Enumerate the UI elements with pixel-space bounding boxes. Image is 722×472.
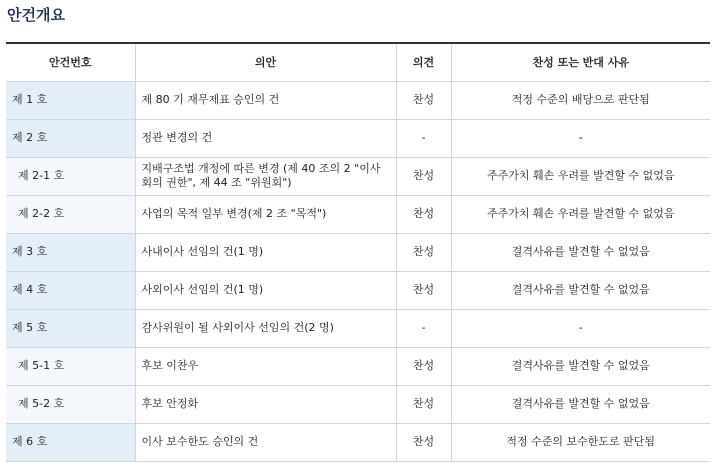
agenda-item-cell: 사외이사 선임의 건(1 명) (135, 271, 396, 309)
opinion-cell: 찬성 (396, 195, 451, 233)
reason-cell: 결격사유를 발견할 수 없었음 (451, 347, 710, 385)
reason-cell: 주주가치 훼손 우려를 발견할 수 없었음 (451, 157, 710, 195)
agenda-item-cell: 이사 보수한도 승인의 건 (135, 423, 396, 461)
agenda-table (6, 42, 710, 462)
reason-cell: 결격사유를 발견할 수 없었음 (451, 385, 710, 423)
agenda-number-cell: 제 6 호 (6, 423, 135, 461)
table-row (6, 195, 710, 233)
agenda-number-cell: 제 5 호 (6, 309, 135, 347)
opinion-cell: 찬성 (396, 423, 451, 461)
opinion-cell: 찬성 (396, 347, 451, 385)
table-row (6, 347, 710, 385)
table-row (6, 81, 710, 119)
table-row (6, 309, 710, 347)
agenda-item-cell: 후보 안정화 (135, 385, 396, 423)
table-row (6, 271, 710, 309)
agenda-number-cell: 제 5-1 호 (6, 347, 135, 385)
agenda-number-cell: 제 2-1 호 (6, 157, 135, 195)
opinion-cell: 찬성 (396, 271, 451, 309)
agenda-number-cell: 제 5-2 호 (6, 385, 135, 423)
table-row (6, 423, 710, 461)
opinion-cell: 찬성 (396, 157, 451, 195)
table-row (6, 157, 710, 195)
agenda-number-cell: 제 2-2 호 (6, 195, 135, 233)
table-header-row (6, 43, 710, 81)
reason-cell: 결격사유를 발견할 수 없었음 (451, 233, 710, 271)
agenda-number-cell: 제 2 호 (6, 119, 135, 157)
reason-cell: - (451, 309, 710, 347)
opinion-cell: 찬성 (396, 385, 451, 423)
agenda-item-cell: 감사위원이 될 사외이사 선임의 건(2 명) (135, 309, 396, 347)
agenda-item-cell: 사업의 목적 일부 변경(제 2 조 "목적") (135, 195, 396, 233)
table-row (6, 233, 710, 271)
header-reason: 찬성 또는 반대 사유 (451, 43, 710, 81)
reason-cell: 주주가치 훼손 우려를 발견할 수 없었음 (451, 195, 710, 233)
agenda-item-cell: 후보 이찬우 (135, 347, 396, 385)
table-row (6, 119, 710, 157)
agenda-number-cell: 제 1 호 (6, 81, 135, 119)
agenda-number-cell: 제 4 호 (6, 271, 135, 309)
opinion-cell: - (396, 309, 451, 347)
opinion-cell: 찬성 (396, 233, 451, 271)
opinion-cell: 찬성 (396, 81, 451, 119)
header-agenda-item: 의안 (135, 43, 396, 81)
agenda-item-cell: 정관 변경의 건 (135, 119, 396, 157)
agenda-item-cell: 지배구조법 개정에 따른 변경 (제 40 조의 2 "이사회의 권한", 제 44 조 "위원회") (135, 157, 396, 195)
opinion-cell: - (396, 119, 451, 157)
reason-cell: 적정 수준의 보수한도로 판단됨 (451, 423, 710, 461)
reason-cell: 적정 수준의 배당으로 판단됨 (451, 81, 710, 119)
header-agenda-number: 안건번호 (6, 43, 135, 81)
agenda-item-cell: 제 80 기 재무제표 승인의 건 (135, 81, 396, 119)
agenda-item-cell: 사내이사 선임의 건(1 명) (135, 233, 396, 271)
agenda-number-cell: 제 3 호 (6, 233, 135, 271)
reason-cell: - (451, 119, 710, 157)
reason-cell: 결격사유를 발견할 수 없었음 (451, 271, 710, 309)
header-opinion: 의견 (396, 43, 451, 81)
table-row (6, 385, 710, 423)
section-title: 안건개요 (7, 6, 65, 24)
